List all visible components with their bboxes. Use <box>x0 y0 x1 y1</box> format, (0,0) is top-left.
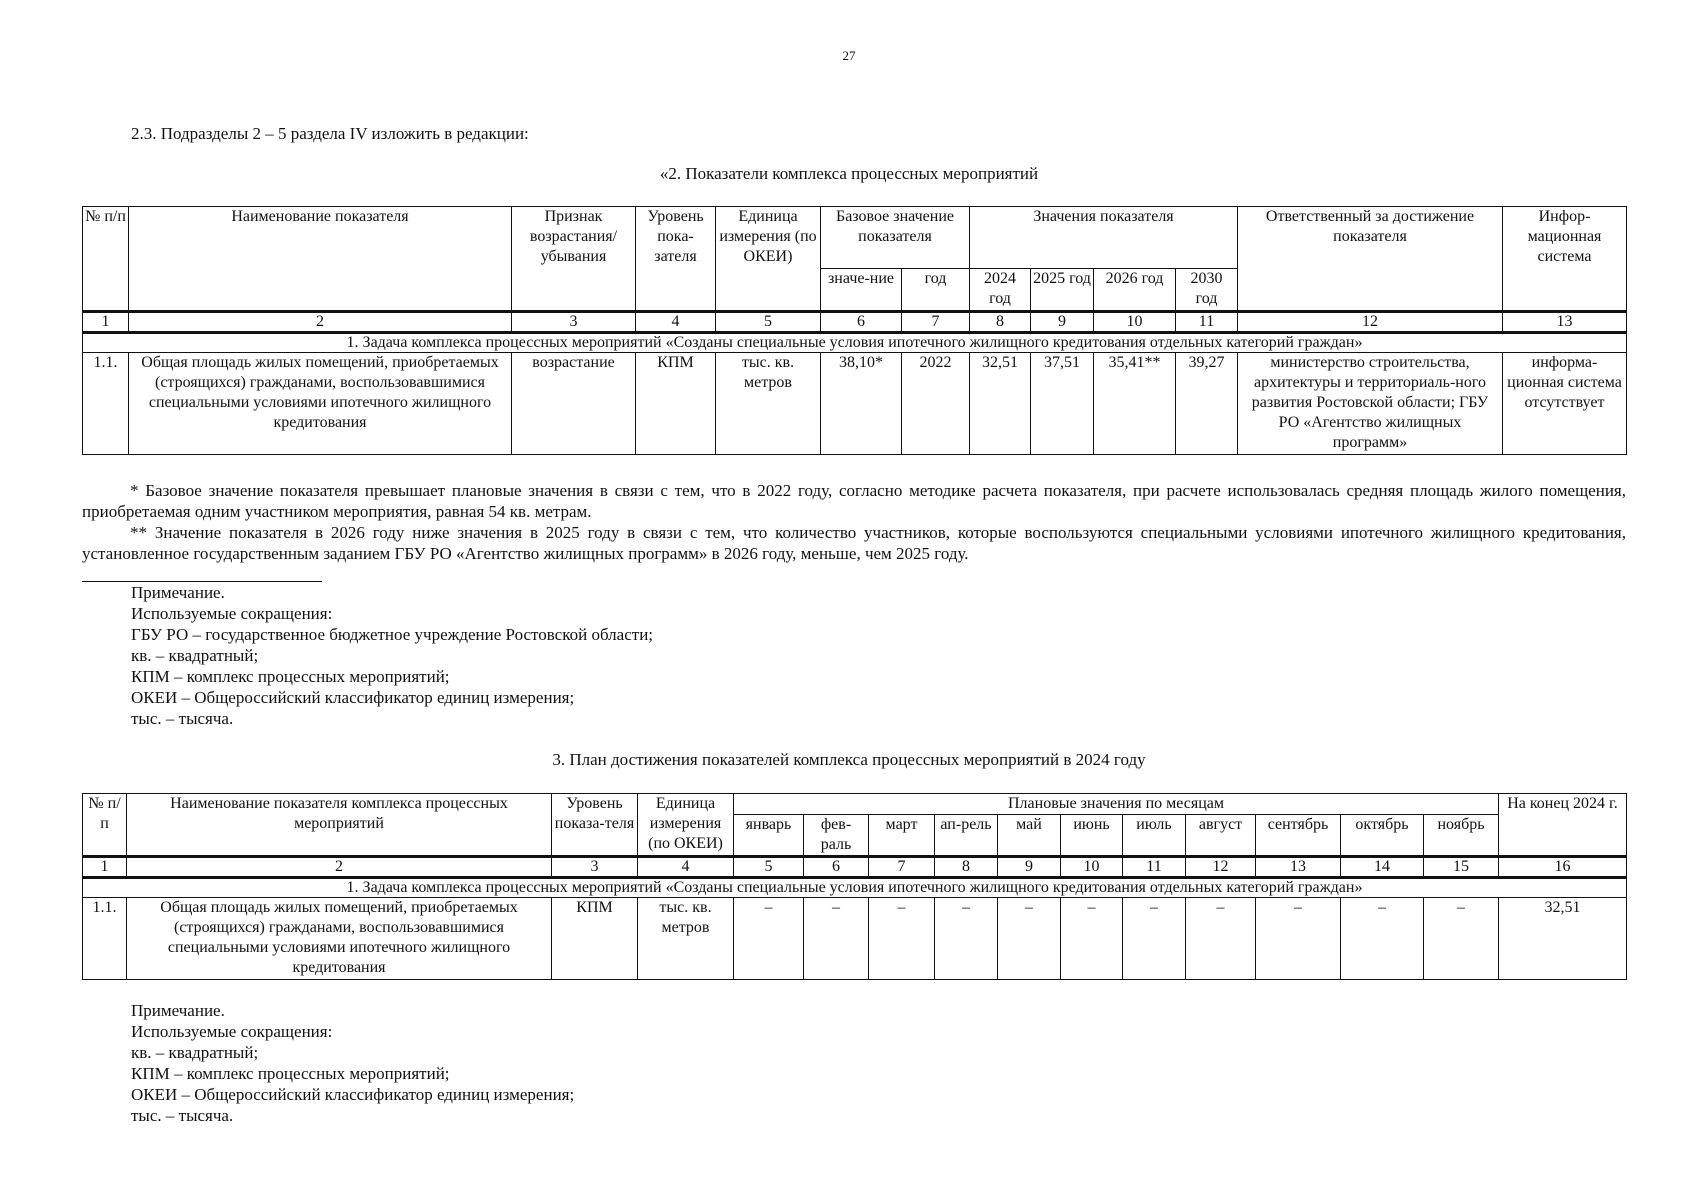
note-item: КПМ – комплекс процессных мероприятий; <box>131 1064 450 1083</box>
col-values-header: Значения показателя <box>970 207 1238 269</box>
base-year: 2022 <box>902 353 970 455</box>
col-name-header: Наименование показателя комплекса процессных мероприятий <box>127 794 552 857</box>
month-header: июнь <box>1061 815 1123 857</box>
month-header: ап-рель <box>935 815 998 857</box>
col-number: 10 <box>1061 857 1123 878</box>
footnote-1: * Базовое значение показателя превышает плановые значения в связи с тем, что в 2022 году, согласно методике расчета показателя, при расчете использовалась средняя площадь жилого помещения, приобретаемая одним участником мероприятия, равная 54 кв. метрам. <box>82 481 1626 521</box>
col-base-year-header: год <box>902 269 970 312</box>
table-row <box>83 353 1627 455</box>
note-subtitle: Используемые сокращения: <box>131 604 333 623</box>
col-number: 4 <box>636 312 716 333</box>
note-item: ОКЕИ – Общероссийский классификатор единиц измерения; <box>131 1085 575 1104</box>
row-num: 1.1. <box>83 353 129 455</box>
col-number: 11 <box>1176 312 1238 333</box>
month-header: фев-раль <box>804 815 869 857</box>
col-number: 2 <box>129 312 512 333</box>
header-row-1 <box>83 794 1627 815</box>
month-value: – <box>734 898 804 980</box>
footnotes <box>82 480 1626 564</box>
month-value: – <box>1061 898 1123 980</box>
month-header: март <box>869 815 935 857</box>
col-2025-header: 2025 год <box>1031 269 1094 312</box>
col-number: 13 <box>1256 857 1341 878</box>
header-row-1 <box>83 207 1627 269</box>
task-row <box>83 878 1627 898</box>
col-num-header: № п/п <box>83 794 127 857</box>
section3-title: 3. План достижения показателей комплекса процессных мероприятий в 2024 году <box>552 750 1146 769</box>
indicator-name: Общая площадь жилых помещений, приобретаемых (строящихся) гражданами, воспользовавшимися специальными условиями ипотечного жилищного кредитования <box>127 898 552 980</box>
indicators-table <box>82 206 1627 455</box>
note-title: Примечание. <box>131 583 225 602</box>
col-number: 15 <box>1424 857 1499 878</box>
responsible: министерство строительства, архитектуры и территориаль-ного развития Ростовской области; ГБУ РО «Агентство жилищных программ» <box>1238 353 1503 455</box>
indicator-sign: возрастание <box>512 353 636 455</box>
task-title: 1. Задача комплекса процессных мероприятий «Созданы специальные условия ипотечного жилищного кредитования отдельных категорий граждан» <box>83 333 1627 353</box>
col-number: 1 <box>83 312 129 333</box>
plan-table <box>82 793 1627 980</box>
section2-title: «2. Показатели комплекса процессных мероприятий <box>659 164 1039 183</box>
note-2 <box>131 1000 574 1126</box>
month-header: август <box>1186 815 1256 857</box>
col-number: 5 <box>734 857 804 878</box>
month-header: июль <box>1123 815 1186 857</box>
col-responsible-header: Ответственный за достижение показателя <box>1238 207 1503 312</box>
note-item: тыс. – тысяча. <box>131 1106 234 1125</box>
note-item: тыс. – тысяча. <box>131 709 234 728</box>
col-number: 10 <box>1094 312 1176 333</box>
info-system: информа-ционная система отсутствует <box>1503 353 1627 455</box>
month-value: – <box>804 898 869 980</box>
indicator-level: КПМ <box>552 898 638 980</box>
note-item: КПМ – комплекс процессных мероприятий; <box>131 667 450 686</box>
col-number: 4 <box>638 857 734 878</box>
value-2024: 32,51 <box>970 353 1031 455</box>
month-header: май <box>998 815 1061 857</box>
footnote-2: ** Значение показателя в 2026 году ниже значения в 2025 году в связи с тем, что количество участников, которые воспользуются специальными условиями ипотечного жилищного кредитования, установленное государственным заданием ГБУ РО «Агентство жилищных программ» в 2026 году, меньше, чем 2025 году. <box>82 523 1626 563</box>
base-value: 38,10* <box>821 353 902 455</box>
task-title: 1. Задача комплекса процессных мероприятий «Созданы специальные условия ипотечного жилищного кредитования отдельных категорий граждан» <box>83 878 1627 898</box>
end-value: 32,51 <box>1499 898 1627 980</box>
month-value: – <box>1256 898 1341 980</box>
col-number: 13 <box>1503 312 1627 333</box>
month-header: январь <box>734 815 804 857</box>
month-value: – <box>1186 898 1256 980</box>
indicator-level: КПМ <box>636 353 716 455</box>
note-subtitle: Используемые сокращения: <box>131 1022 333 1041</box>
col-number: 14 <box>1341 857 1424 878</box>
month-header: сентябрь <box>1256 815 1341 857</box>
task-row <box>83 333 1627 353</box>
month-value: – <box>1424 898 1499 980</box>
note-item: ГБУ РО – государственное бюджетное учреждение Ростовской области; <box>131 625 654 644</box>
col-monthly-header: Плановые значения по месяцам <box>734 794 1499 815</box>
month-header: октябрь <box>1341 815 1424 857</box>
col-number: 1 <box>83 857 127 878</box>
row-num: 1.1. <box>83 898 127 980</box>
col-end-header: На конец 2024 г. <box>1499 794 1627 857</box>
value-2030: 39,27 <box>1176 353 1238 455</box>
col-number: 6 <box>804 857 869 878</box>
indicator-unit: тыс. кв. метров <box>716 353 821 455</box>
column-number-row <box>83 312 1627 333</box>
indicator-name: Общая площадь жилых помещений, приобретаемых (строящихся) гражданами, воспользовавшимися специальными условиями ипотечного жилищного кредитования <box>129 353 512 455</box>
value-2025: 37,51 <box>1031 353 1094 455</box>
col-number: 6 <box>821 312 902 333</box>
col-number: 16 <box>1499 857 1627 878</box>
col-number: 12 <box>1186 857 1256 878</box>
note-item: кв. – квадратный; <box>131 646 259 665</box>
month-value: – <box>935 898 998 980</box>
note-title: Примечание. <box>131 1001 225 1020</box>
page-number: 27 <box>842 48 856 63</box>
month-header: ноябрь <box>1424 815 1499 857</box>
col-number: 7 <box>869 857 935 878</box>
col-number: 8 <box>935 857 998 878</box>
col-2030-header: 2030 год <box>1176 269 1238 312</box>
indicator-unit: тыс. кв. метров <box>638 898 734 980</box>
table-row <box>83 898 1627 980</box>
col-num-header: № п/п <box>83 207 129 312</box>
col-number: 9 <box>1031 312 1094 333</box>
col-number: 3 <box>512 312 636 333</box>
col-info-header: Инфор-мационная система <box>1503 207 1627 312</box>
month-value: – <box>998 898 1061 980</box>
note-item: кв. – квадратный; <box>131 1043 259 1062</box>
col-number: 7 <box>902 312 970 333</box>
note-item: ОКЕИ – Общероссийский классификатор единиц измерения; <box>131 688 575 707</box>
col-number: 2 <box>127 857 552 878</box>
col-unit-header: Единица измерения (по ОКЕИ) <box>716 207 821 312</box>
col-2026-header: 2026 год <box>1094 269 1176 312</box>
column-number-row <box>83 857 1627 878</box>
month-value: – <box>1123 898 1186 980</box>
col-name-header: Наименование показателя <box>129 207 512 312</box>
col-2024-header: 2024 год <box>970 269 1031 312</box>
col-base-header: Базовое значение показателя <box>821 207 970 269</box>
col-base-value-header: значе-ние <box>821 269 902 312</box>
col-level-header: Уровень показа-теля <box>552 794 638 857</box>
col-number: 5 <box>716 312 821 333</box>
month-value: – <box>869 898 935 980</box>
col-number: 3 <box>552 857 638 878</box>
col-number: 11 <box>1123 857 1186 878</box>
month-value: – <box>1341 898 1424 980</box>
col-unit-header: Единица измерения (по ОКЕИ) <box>638 794 734 857</box>
col-level-header: Уровень пока-зателя <box>636 207 716 312</box>
intro-text: 2.3. Подразделы 2 – 5 раздела IV изложить в редакции: <box>131 124 529 143</box>
value-2026: 35,41** <box>1094 353 1176 455</box>
col-number: 8 <box>970 312 1031 333</box>
note-1 <box>131 582 653 729</box>
col-number: 9 <box>998 857 1061 878</box>
col-sign-header: Признак возрастания/ убывания <box>512 207 636 312</box>
col-number: 12 <box>1238 312 1503 333</box>
